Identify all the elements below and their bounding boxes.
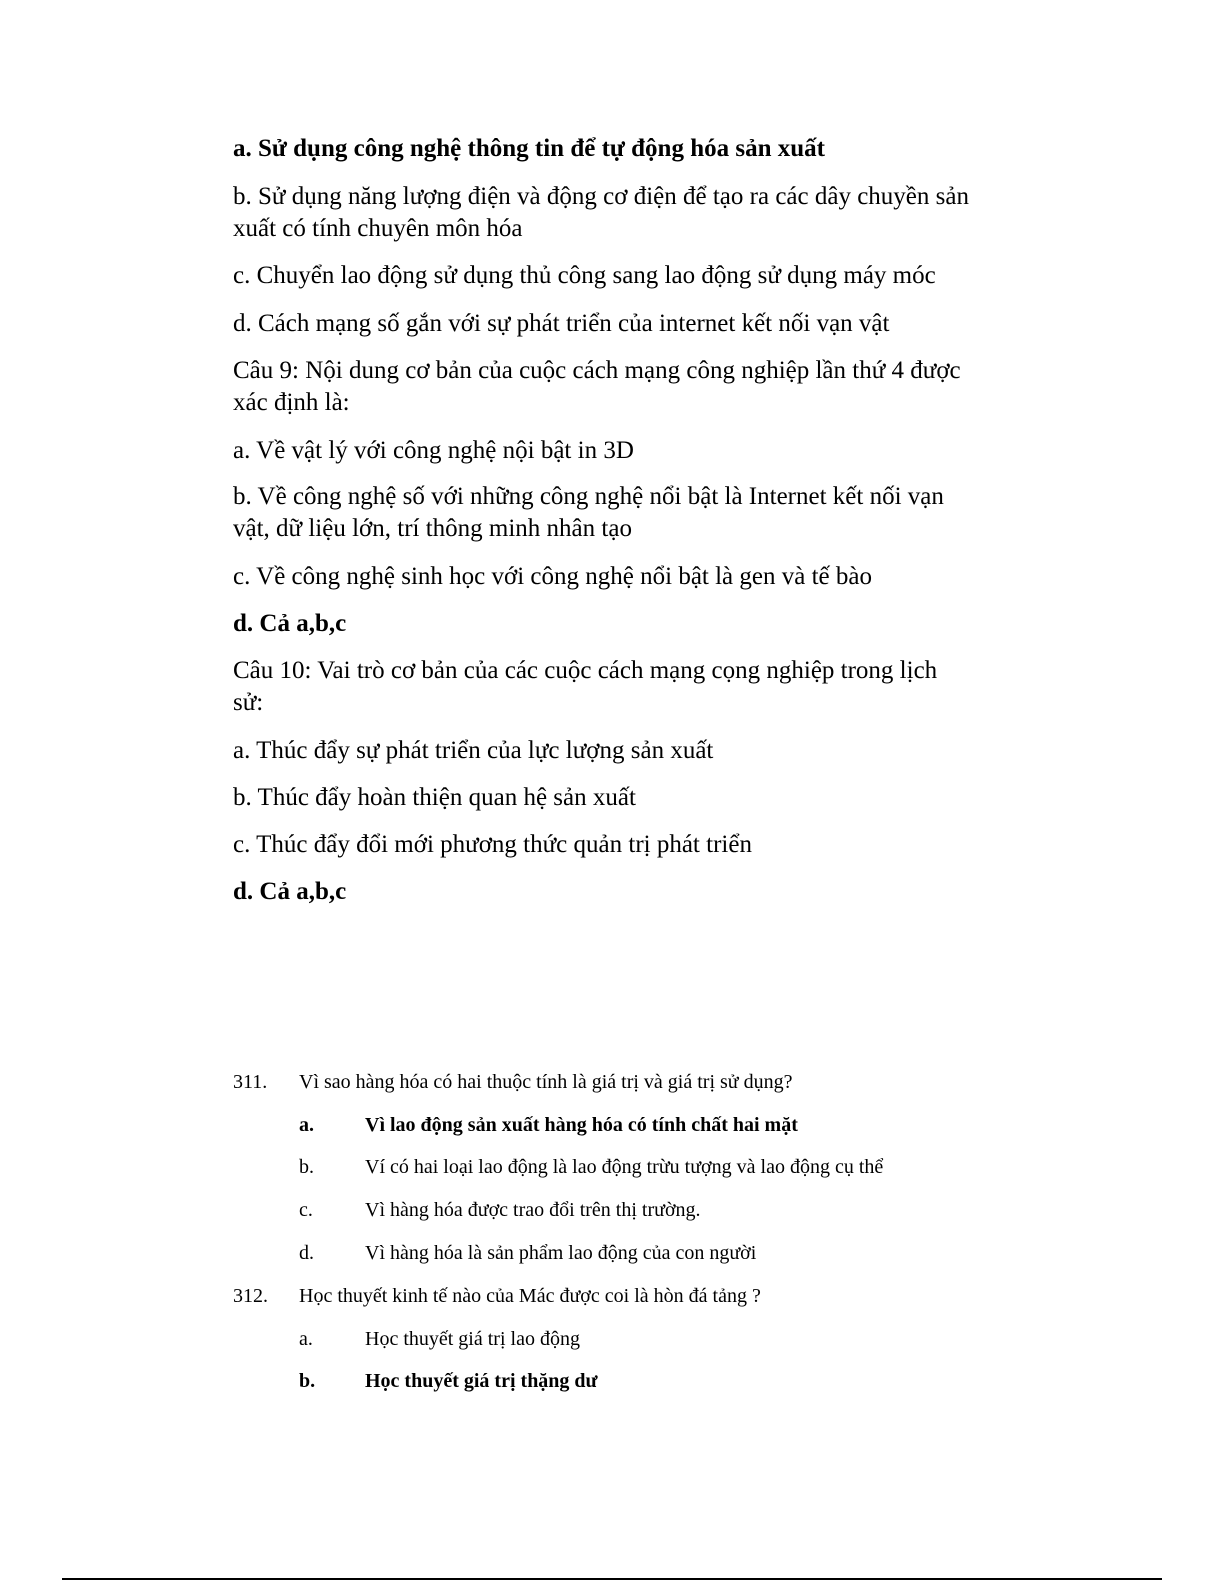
- q311-option-a-letter: a.: [299, 1114, 314, 1136]
- q9-option-c: c. Về công nghệ sinh học với công nghệ nổi bật là gen và tế bào: [233, 563, 872, 590]
- s1-line-1: a. Sử dụng công nghệ thông tin để tự động hóa sản xuất: [233, 135, 825, 162]
- q311-option-b-letter: b.: [299, 1156, 314, 1178]
- question-9-line-2: xác định là:: [233, 389, 350, 416]
- q311-option-c-text: Vì hàng hóa được trao đổi trên thị trường.: [365, 1199, 701, 1221]
- question-312-text: Học thuyết kinh tế nào của Mác được coi là hòn đá tảng ?: [299, 1285, 761, 1307]
- q10-option-b: b. Thúc đẩy hoàn thiện quan hệ sản xuất: [233, 784, 636, 811]
- s1-line-2: b. Sử dụng năng lượng điện và động cơ điện để tạo ra các dây chuyền sản: [233, 183, 969, 210]
- q10-option-a: a. Thúc đẩy sự phát triển của lực lượng sản xuất: [233, 737, 714, 764]
- q311-option-d-text: Vì hàng hóa là sản phẩm lao động của con người: [365, 1242, 757, 1264]
- question-10-line-2: sử:: [233, 689, 264, 716]
- q311-option-a-text: Vì lao động sản xuất hàng hóa có tính chất hai mặt: [365, 1114, 798, 1136]
- q312-option-a-letter: a.: [299, 1328, 313, 1350]
- q311-option-b-text: Ví có hai loại lao động là lao động trừu tượng và lao động cụ thể: [365, 1156, 884, 1178]
- question-311-number: 311.: [233, 1071, 268, 1093]
- q10-option-d: d. Cả a,b,c: [233, 878, 347, 905]
- question-9-line-1: Câu 9: Nội dung cơ bản của cuộc cách mạng công nghiệp lần thứ 4 được: [233, 357, 961, 384]
- page-bottom-border: [62, 1578, 1162, 1580]
- s1-line-4: c. Chuyển lao động sử dụng thủ công sang lao động sử dụng máy móc: [233, 262, 936, 289]
- q9-option-b-line-2: vật, dữ liệu lớn, trí thông minh nhân tạo: [233, 515, 632, 542]
- question-10-line-1: Câu 10: Vai trò cơ bản của các cuộc cách mạng cọng nghiệp trong lịch: [233, 657, 938, 684]
- q311-option-d-letter: d.: [299, 1242, 314, 1264]
- q9-option-b-line-1: b. Về công nghệ số với những công nghệ nổi bật là Internet kết nối vạn: [233, 483, 944, 510]
- q311-option-c-letter: c.: [299, 1199, 313, 1221]
- question-311-text: Vì sao hàng hóa có hai thuộc tính là giá trị và giá trị sử dụng?: [299, 1071, 793, 1093]
- q312-option-a-text: Học thuyết giá trị lao động: [365, 1328, 580, 1350]
- q312-option-b-letter: b.: [299, 1370, 316, 1392]
- s1-line-3: xuất có tính chuyên môn hóa: [233, 215, 523, 242]
- s1-line-5: d. Cách mạng số gắn với sự phát triển của internet kết nối vạn vật: [233, 310, 890, 337]
- q312-option-b-text: Học thuyết giá trị thặng dư: [365, 1370, 598, 1392]
- question-312-number: 312.: [233, 1285, 268, 1307]
- q10-option-c: c. Thúc đẩy đổi mới phương thức quản trị phát triển: [233, 831, 752, 858]
- q9-option-a: a. Về vật lý với công nghệ nội bật in 3D: [233, 437, 634, 464]
- q9-option-d: d. Cả a,b,c: [233, 610, 347, 637]
